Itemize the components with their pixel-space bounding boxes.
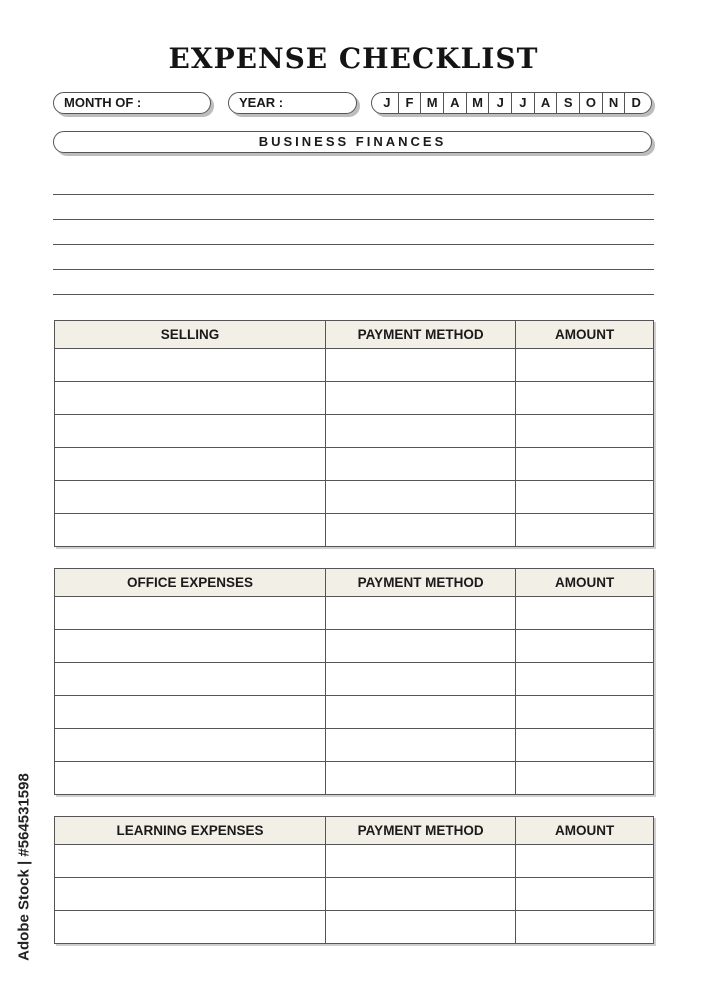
table-cell[interactable] <box>516 630 654 663</box>
table-cell[interactable] <box>55 696 326 729</box>
table-cell[interactable] <box>55 729 326 762</box>
table-cell[interactable] <box>516 481 654 514</box>
table-cell[interactable] <box>516 448 654 481</box>
table-cell[interactable] <box>516 878 654 911</box>
month-letter[interactable]: D <box>631 95 641 110</box>
table-row <box>55 382 654 415</box>
stock-watermark <box>14 767 34 967</box>
note-line[interactable] <box>53 219 654 220</box>
note-line[interactable] <box>53 294 654 295</box>
year-field[interactable] <box>228 92 357 114</box>
table-cell[interactable] <box>516 729 654 762</box>
month-letter[interactable]: J <box>512 93 535 113</box>
column-header: PAYMENT METHOD <box>326 817 516 845</box>
table-cell[interactable] <box>516 415 654 448</box>
table-row <box>55 696 654 729</box>
table-cell[interactable] <box>516 597 654 630</box>
table-cell[interactable] <box>516 382 654 415</box>
month-selector <box>371 92 652 114</box>
column-header: AMOUNT <box>516 321 654 349</box>
table-cell[interactable] <box>516 845 654 878</box>
month-letter[interactable]: A <box>444 93 467 113</box>
table-cell[interactable] <box>55 597 326 630</box>
table-cell[interactable] <box>55 911 326 944</box>
month-label: MONTH OF : <box>64 95 142 110</box>
column-header: OFFICE EXPENSES <box>55 569 326 597</box>
table-cell[interactable] <box>325 514 515 547</box>
table-cell[interactable] <box>325 481 515 514</box>
table-row <box>55 349 654 382</box>
table-header-row <box>55 321 654 349</box>
table-row <box>55 448 654 481</box>
month-letter[interactable]: M <box>421 93 444 113</box>
table-cell[interactable] <box>516 349 654 382</box>
note-line[interactable] <box>53 194 654 195</box>
month-letter[interactable]: M <box>467 93 490 113</box>
month-field[interactable] <box>53 92 211 114</box>
table-cell[interactable] <box>55 845 326 878</box>
table-cell[interactable] <box>325 349 515 382</box>
table-cell[interactable] <box>55 481 326 514</box>
table-cell[interactable] <box>326 663 516 696</box>
table-cell[interactable] <box>55 382 326 415</box>
table-cell[interactable] <box>516 696 654 729</box>
table-cell[interactable] <box>325 382 515 415</box>
table-row <box>55 663 654 696</box>
month-letter[interactable]: N <box>603 93 626 113</box>
table-row <box>55 514 654 547</box>
table-row <box>55 729 654 762</box>
table-cell[interactable] <box>55 349 326 382</box>
table-cell[interactable] <box>325 448 515 481</box>
table-row <box>55 597 654 630</box>
table-row <box>55 878 654 911</box>
note-line[interactable] <box>53 269 654 270</box>
table-cell[interactable] <box>326 878 516 911</box>
column-header: AMOUNT <box>516 817 654 845</box>
table-cell[interactable] <box>516 514 654 547</box>
year-label: YEAR : <box>239 95 284 110</box>
business-finances-banner: BUSINESS FINANCES <box>53 131 652 153</box>
table-cell[interactable] <box>516 762 654 795</box>
table-cell[interactable] <box>55 878 326 911</box>
table-header-row <box>55 569 654 597</box>
table-cell[interactable] <box>326 845 516 878</box>
table-cell[interactable] <box>325 415 515 448</box>
table-cell[interactable] <box>55 448 326 481</box>
column-header: SELLING <box>55 321 326 349</box>
table-cell[interactable] <box>326 630 516 663</box>
table-cell[interactable] <box>326 729 516 762</box>
month-letter[interactable]: A <box>535 93 558 113</box>
table-row <box>55 762 654 795</box>
table-cell[interactable] <box>326 762 516 795</box>
table-row <box>55 845 654 878</box>
column-header: PAYMENT METHOD <box>325 321 515 349</box>
table-cell[interactable] <box>55 630 326 663</box>
table-row <box>55 630 654 663</box>
column-header: PAYMENT METHOD <box>326 569 516 597</box>
month-letter[interactable]: J <box>376 93 399 113</box>
table-cell[interactable] <box>516 663 654 696</box>
column-header: LEARNING EXPENSES <box>55 817 326 845</box>
table-row <box>55 481 654 514</box>
table-cell[interactable] <box>55 663 326 696</box>
page-title: EXPENSE CHECKLIST <box>168 42 539 75</box>
table-cell[interactable] <box>326 911 516 944</box>
table-row <box>55 911 654 944</box>
table-row <box>55 415 654 448</box>
column-header: AMOUNT <box>516 569 654 597</box>
office-expenses-table <box>54 568 654 795</box>
table-cell[interactable] <box>55 762 326 795</box>
table-header-row <box>55 817 654 845</box>
month-letter[interactable]: S <box>557 93 580 113</box>
learning-expenses-table <box>54 816 654 944</box>
month-letter[interactable]: O <box>580 93 603 113</box>
table-cell[interactable] <box>516 911 654 944</box>
table-cell[interactable] <box>55 514 326 547</box>
month-letter[interactable]: F <box>399 93 422 113</box>
month-letter[interactable]: J <box>489 93 512 113</box>
stock-watermark-text: Adobe Stock | #564531598 <box>15 773 33 961</box>
table-cell[interactable] <box>326 597 516 630</box>
note-line[interactable] <box>53 244 654 245</box>
table-cell[interactable] <box>55 415 326 448</box>
selling-table <box>54 320 654 547</box>
table-cell[interactable] <box>326 696 516 729</box>
